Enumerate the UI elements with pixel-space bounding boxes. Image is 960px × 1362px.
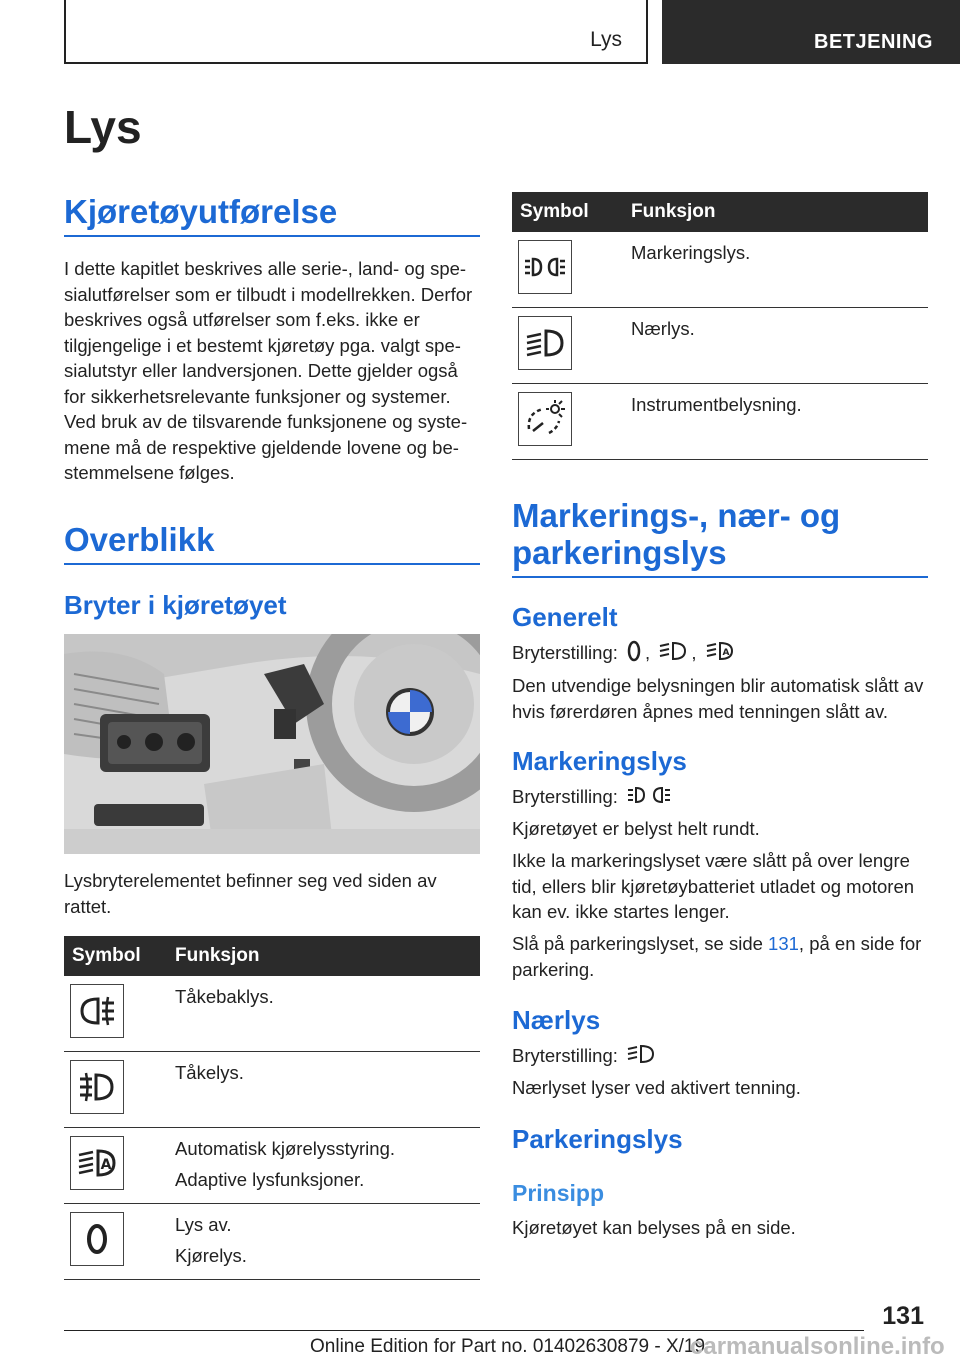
automatic-headlight-icon: [70, 1136, 124, 1190]
page-title: Lys: [64, 101, 142, 153]
function-text: Tåkebaklys.: [175, 986, 274, 1007]
low-beam-icon: [518, 316, 572, 370]
switch-label: Bryterstilling:: [512, 1045, 618, 1067]
low-beam-paragraph: Nærlyset lyser ved aktivert tenning.: [512, 1077, 801, 1098]
separator: ,: [645, 642, 651, 664]
function-text: Lys av.: [175, 1214, 232, 1235]
svg-text:A: A: [722, 648, 730, 658]
side-lights-icon: [518, 240, 572, 294]
table-row: [64, 1204, 480, 1280]
function-text: Nærlys.: [631, 318, 695, 339]
table-row: [64, 976, 480, 1052]
light-switch-photo: [64, 634, 480, 854]
header-chapter-title: BETJENING: [814, 31, 933, 53]
side-lights-icon: [627, 784, 671, 813]
function-text: Instrumentbelysning.: [631, 394, 802, 415]
separator: ,: [691, 642, 697, 664]
heading-parking: Parkeringslys: [512, 1124, 683, 1154]
table-row: [512, 308, 928, 384]
function-text: Markeringslys.: [631, 242, 751, 263]
low-beam-switch-position: [512, 1043, 928, 1072]
heading-principle: Prinsipp: [512, 1180, 605, 1206]
instrument-lighting-icon: [518, 392, 572, 446]
symbol-table-left: [64, 936, 480, 1280]
general-switch-positions: [512, 640, 928, 669]
edition-note: Online Edition for Part no. 01402630879 - X/19: [310, 1336, 706, 1357]
front-fog-light-icon: [70, 1060, 124, 1114]
low-beam-icon: [627, 1043, 655, 1072]
side-lights-text-1: Kjøretøyet er belyst helt rundt.: [512, 818, 760, 839]
page-reference-link[interactable]: 131: [768, 933, 799, 954]
automatic-headlight-icon: [706, 640, 734, 669]
text-before-link: Slå på parkeringslyset, se side: [512, 933, 769, 954]
header-section-box: [64, 0, 648, 64]
table-row: [64, 1128, 480, 1204]
col-header-symbol: Symbol: [64, 936, 175, 976]
svg-text:A: A: [100, 1157, 112, 1173]
header-chapter-tab: [662, 0, 960, 64]
side-lights-text-2: Ikke la markeringslyset være slått på over lengre tid, ellers blir kjøretøybatteriet utladet og motoren kan ev. ikke startes lenger.: [512, 850, 915, 922]
col-header-function: Funksjon: [175, 936, 480, 976]
lights-off-icon: [70, 1212, 124, 1266]
table-row: [64, 1052, 480, 1128]
text-after-link: , på en side for parkering.: [512, 933, 922, 980]
heading-low-beam: Nærlys: [512, 1005, 601, 1035]
heading-vehicle-variant: Kjøretøyutførelse: [64, 194, 480, 237]
table-row: [512, 384, 928, 460]
heading-switch-in-vehicle: Bryter i kjøretøyet: [64, 590, 287, 620]
symbol-table-right: [512, 192, 928, 460]
lights-off-icon: [627, 640, 641, 669]
parking-paragraph: Kjøretøyet kan belyses på en side.: [512, 1217, 796, 1238]
function-text: Tåkelys.: [175, 1062, 244, 1083]
switch-label: Bryterstilling:: [512, 786, 618, 808]
table-row: [512, 232, 928, 308]
function-text: Automatisk kjørelysstyring.: [175, 1138, 395, 1159]
rear-fog-light-icon: [70, 984, 124, 1038]
col-header-function: Funksjon: [631, 192, 928, 232]
footer-divider: [64, 1330, 864, 1331]
heading-side-lights: Markeringslys: [512, 746, 687, 776]
photo-caption: Lysbryterelementet befinner seg ved siden av rattet.: [64, 870, 437, 917]
heading-general: Generelt: [512, 602, 618, 632]
heading-parking-lights: Markerings-, nær- og parkeringslys: [512, 498, 928, 578]
function-text: Adaptive lysfunksjoner.: [175, 1169, 365, 1190]
page-number: 131: [882, 1302, 924, 1330]
function-text: Kjørelys.: [175, 1245, 247, 1266]
general-paragraph: Den utvendige belysningen blir automatisk slått av hvis førerdøren åpnes med tenningen slått av.: [512, 675, 924, 722]
heading-overview: Overblikk: [64, 522, 480, 565]
switch-label: Bryterstilling:: [512, 642, 618, 664]
header-section-title: Lys: [590, 28, 622, 51]
low-beam-icon: [659, 640, 687, 669]
side-lights-switch-position: [512, 784, 928, 813]
watermark: carmanualsonline.info: [690, 1333, 945, 1360]
variant-paragraph: I dette kapitlet beskrives alle serie-, land- og spesialutførelser som er tilbudt i modellrekken. Derfor beskrives også utførelser som f.eks. ikke er tilgjengelige i et bestemt kjøretøy pga. valgt spesialutstyr eller landversjonen. Dette gjelder også for sikkerhetsrelevante funksjoner og systemer. Ved bruk av de tilsvarende funksjonene og systemene må de respektive gjeldende lovene og bestemmelsene følges.: [64, 258, 473, 483]
side-lights-text-3: [512, 931, 928, 982]
col-header-symbol: Symbol: [512, 192, 631, 232]
